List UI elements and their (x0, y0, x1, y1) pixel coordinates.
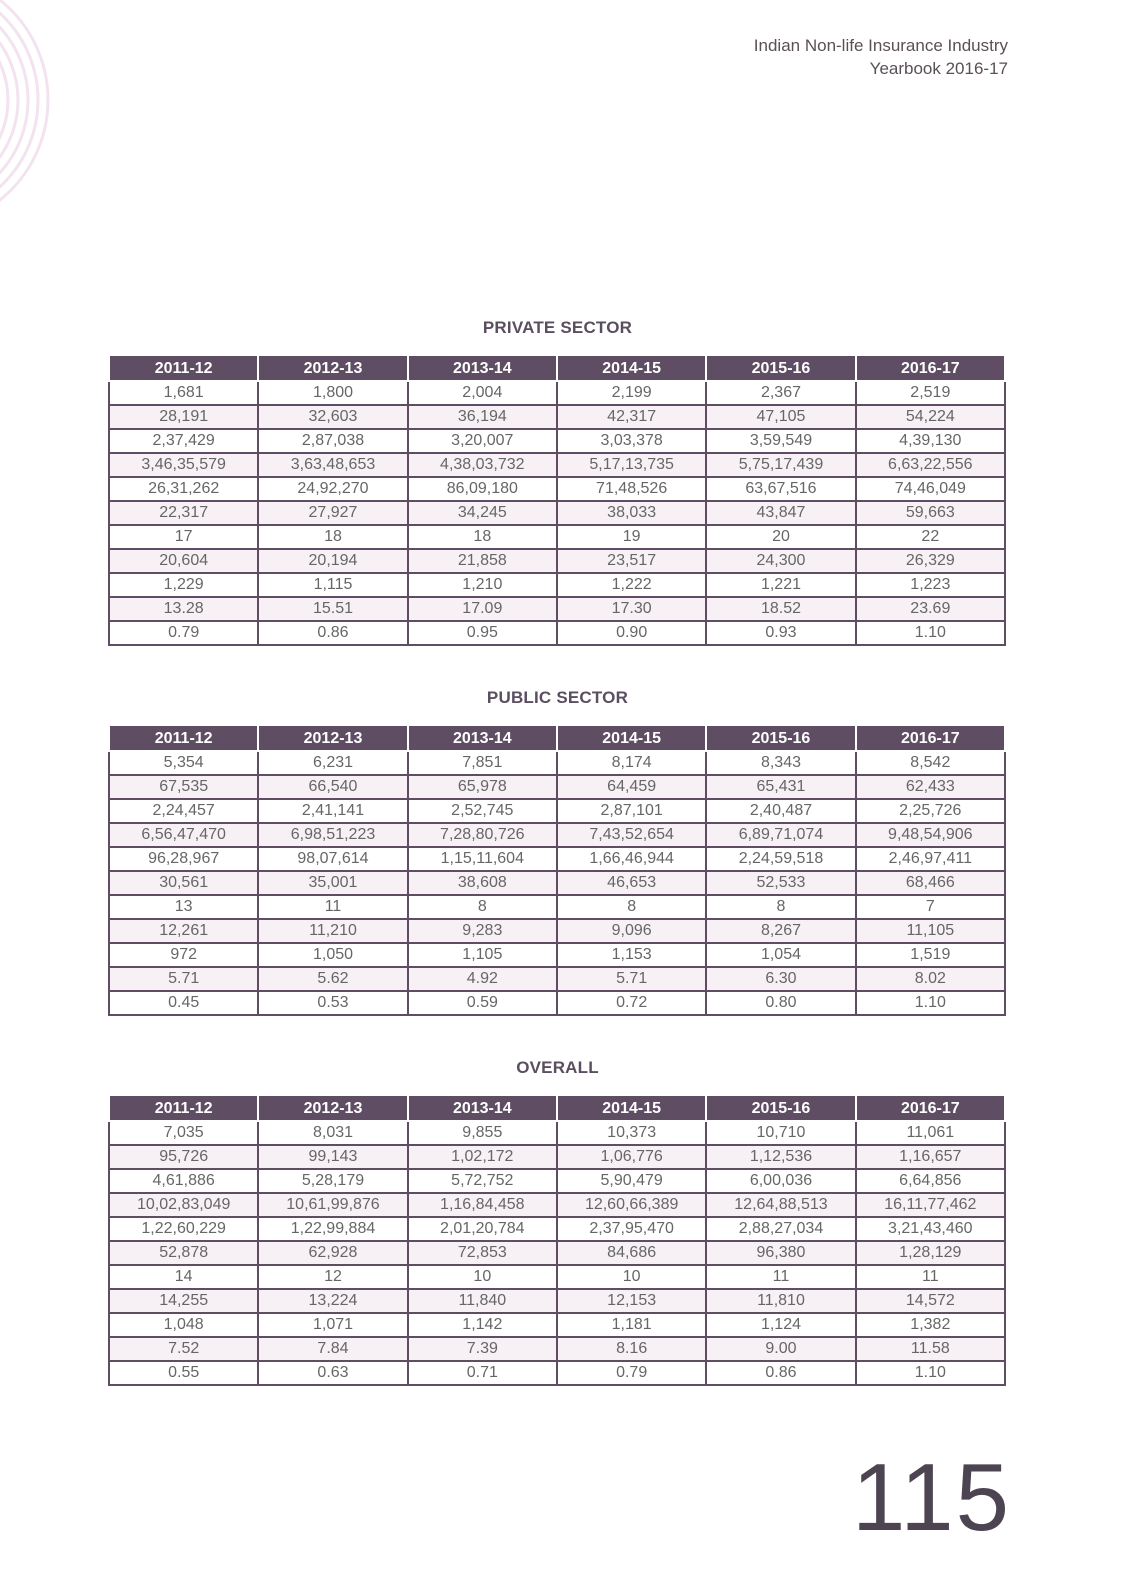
table-cell: 0.63 (258, 1361, 407, 1385)
table-cell: 6,231 (258, 751, 407, 775)
table-cell: 12 (258, 1265, 407, 1289)
column-header: 2011-12 (109, 1097, 258, 1122)
table-cell: 84,686 (557, 1241, 706, 1265)
table-cell: 67,535 (109, 775, 258, 799)
table-row (109, 429, 1005, 453)
table-cell: 6,64,856 (856, 1169, 1005, 1193)
table-cell: 9,283 (408, 919, 557, 943)
table-cell: 0.79 (557, 1361, 706, 1385)
table-cell: 54,224 (856, 405, 1005, 429)
corner-arcs-decoration (0, 0, 60, 230)
table-cell: 0.79 (109, 621, 258, 645)
table-cell: 1,22,99,884 (258, 1217, 407, 1241)
table-cell: 5.62 (258, 967, 407, 991)
table-header-row (109, 1097, 1005, 1122)
table-row (109, 919, 1005, 943)
table-cell: 5,72,752 (408, 1169, 557, 1193)
table-cell: 3,03,378 (557, 429, 706, 453)
table-cell: 1,16,657 (856, 1145, 1005, 1169)
table-cell: 14,255 (109, 1289, 258, 1313)
table-row (109, 381, 1005, 405)
table-cell: 0.72 (557, 991, 706, 1015)
table-cell: 46,653 (557, 871, 706, 895)
table-cell: 9.00 (706, 1337, 855, 1361)
table-cell: 18 (408, 525, 557, 549)
table-row (109, 751, 1005, 775)
table-cell: 22,317 (109, 501, 258, 525)
table-cell: 23.69 (856, 597, 1005, 621)
page-number: 115 (851, 1444, 1011, 1551)
public-sector-title: PUBLIC SECTOR (486, 688, 629, 707)
table-cell: 8.02 (856, 967, 1005, 991)
table-cell: 3,63,48,653 (258, 453, 407, 477)
table-cell: 11,810 (706, 1289, 855, 1313)
table-row (109, 1217, 1005, 1241)
table-cell: 1,28,129 (856, 1241, 1005, 1265)
table-cell: 2,519 (856, 381, 1005, 405)
table-cell: 12,64,88,513 (706, 1193, 855, 1217)
table-cell: 43,847 (706, 501, 855, 525)
table-row (109, 477, 1005, 501)
table-cell: 20,194 (258, 549, 407, 573)
table-cell: 12,60,66,389 (557, 1193, 706, 1217)
table-cell: 47,105 (706, 405, 855, 429)
table-row (109, 895, 1005, 919)
table-cell: 1,16,84,458 (408, 1193, 557, 1217)
table-cell: 95,726 (109, 1145, 258, 1169)
table-cell: 4,38,03,732 (408, 453, 557, 477)
table-row (109, 1145, 1005, 1169)
table-cell: 7.39 (408, 1337, 557, 1361)
table-row (109, 597, 1005, 621)
table-cell: 12,153 (557, 1289, 706, 1313)
table-row (109, 453, 1005, 477)
table-cell: 52,878 (109, 1241, 258, 1265)
table-cell: 12,261 (109, 919, 258, 943)
table-cell: 3,59,549 (706, 429, 855, 453)
table-cell: 14,572 (856, 1289, 1005, 1313)
column-header: 2015-16 (706, 727, 855, 752)
table-cell: 0.90 (557, 621, 706, 645)
table-cell: 26,31,262 (109, 477, 258, 501)
column-header: 2012-13 (258, 357, 407, 382)
table-cell: 11 (856, 1265, 1005, 1289)
table-cell: 1.10 (856, 991, 1005, 1015)
table-cell: 21,858 (408, 549, 557, 573)
table-cell: 0.53 (258, 991, 407, 1015)
table-cell: 2,52,745 (408, 799, 557, 823)
page-header (754, 34, 1008, 80)
table-cell: 11,840 (408, 1289, 557, 1313)
column-header: 2011-12 (109, 357, 258, 382)
column-header: 2013-14 (408, 727, 557, 752)
table-cell: 1,800 (258, 381, 407, 405)
table-cell: 6,00,036 (706, 1169, 855, 1193)
table-row (109, 871, 1005, 895)
table-cell: 3,46,35,579 (109, 453, 258, 477)
table-row (109, 847, 1005, 871)
table-cell: 1,054 (706, 943, 855, 967)
table-row (109, 501, 1005, 525)
overall-title: OVERALL (516, 1058, 599, 1077)
table-cell: 98,07,614 (258, 847, 407, 871)
table-cell: 972 (109, 943, 258, 967)
table-cell: 0.55 (109, 1361, 258, 1385)
table-cell: 71,48,526 (557, 477, 706, 501)
table-cell: 86,09,180 (408, 477, 557, 501)
table-cell: 10 (408, 1265, 557, 1289)
table-cell: 1,02,172 (408, 1145, 557, 1169)
table-cell: 2,25,726 (856, 799, 1005, 823)
table-cell: 2,004 (408, 381, 557, 405)
table-cell: 1.10 (856, 621, 1005, 645)
table-cell: 8 (557, 895, 706, 919)
table-cell: 72,853 (408, 1241, 557, 1265)
table-cell: 9,48,54,906 (856, 823, 1005, 847)
table-cell: 20,604 (109, 549, 258, 573)
table-cell: 22 (856, 525, 1005, 549)
table-cell: 1,382 (856, 1313, 1005, 1337)
table-cell: 38,033 (557, 501, 706, 525)
table-cell: 2,24,59,518 (706, 847, 855, 871)
table-cell: 7,43,52,654 (557, 823, 706, 847)
table-row (109, 1265, 1005, 1289)
table-cell: 17.09 (408, 597, 557, 621)
table-cell: 2,01,20,784 (408, 1217, 557, 1241)
table-cell: 10,710 (706, 1121, 855, 1145)
table-row (109, 943, 1005, 967)
table-cell: 5,354 (109, 751, 258, 775)
table-cell: 0.45 (109, 991, 258, 1015)
table-cell: 8 (408, 895, 557, 919)
table-cell: 0.59 (408, 991, 557, 1015)
table-cell: 9,855 (408, 1121, 557, 1145)
table-cell: 11,061 (856, 1121, 1005, 1145)
table-cell: 1,105 (408, 943, 557, 967)
table-cell: 8,031 (258, 1121, 407, 1145)
table-row (109, 405, 1005, 429)
table-cell: 10,02,83,049 (109, 1193, 258, 1217)
table-row (109, 991, 1005, 1015)
table-cell: 18.52 (706, 597, 855, 621)
table-row (109, 775, 1005, 799)
table-cell: 14 (109, 1265, 258, 1289)
table-cell: 13.28 (109, 597, 258, 621)
table-row (109, 1337, 1005, 1361)
table-row (109, 799, 1005, 823)
table-cell: 1,66,46,944 (557, 847, 706, 871)
table-cell: 2,367 (706, 381, 855, 405)
table-cell: 62,928 (258, 1241, 407, 1265)
table-cell: 15.51 (258, 597, 407, 621)
table-cell: 7.52 (109, 1337, 258, 1361)
table-cell: 6,98,51,223 (258, 823, 407, 847)
table-cell: 2,41,141 (258, 799, 407, 823)
table-row (109, 1241, 1005, 1265)
column-header: 2011-12 (109, 727, 258, 752)
table-cell: 13 (109, 895, 258, 919)
table-cell: 16,11,77,462 (856, 1193, 1005, 1217)
table-cell: 6.30 (706, 967, 855, 991)
table-cell: 99,143 (258, 1145, 407, 1169)
table-cell: 1,221 (706, 573, 855, 597)
table-cell: 63,67,516 (706, 477, 855, 501)
table-row (109, 573, 1005, 597)
table-cell: 8,343 (706, 751, 855, 775)
column-header: 2015-16 (706, 1097, 855, 1122)
table-row (109, 967, 1005, 991)
header-line-2: Yearbook 2016-17 (869, 59, 1008, 78)
table-cell: 24,92,270 (258, 477, 407, 501)
table-cell: 5,90,479 (557, 1169, 706, 1193)
overall-table (108, 1096, 1006, 1386)
table-cell: 17.30 (557, 597, 706, 621)
column-header: 2013-14 (408, 1097, 557, 1122)
table-cell: 10,61,99,876 (258, 1193, 407, 1217)
table-cell: 6,56,47,470 (109, 823, 258, 847)
table-cell: 2,87,101 (557, 799, 706, 823)
column-header: 2012-13 (258, 727, 407, 752)
table-row (109, 1289, 1005, 1313)
table-cell: 20 (706, 525, 855, 549)
column-header: 2016-17 (856, 1097, 1005, 1122)
table-cell: 2,40,487 (706, 799, 855, 823)
table-cell: 1,681 (109, 381, 258, 405)
table-cell: 1,22,60,229 (109, 1217, 258, 1241)
table-cell: 2,46,97,411 (856, 847, 1005, 871)
table-header-row (109, 357, 1005, 382)
table-cell: 2,87,038 (258, 429, 407, 453)
table-cell: 30,561 (109, 871, 258, 895)
table-cell: 6,89,71,074 (706, 823, 855, 847)
table-cell: 1,223 (856, 573, 1005, 597)
table-cell: 6,63,22,556 (856, 453, 1005, 477)
table-row (109, 1169, 1005, 1193)
table-cell: 2,24,457 (109, 799, 258, 823)
private-sector-title: PRIVATE SECTOR (482, 318, 633, 337)
table-cell: 0.86 (706, 1361, 855, 1385)
column-header: 2016-17 (856, 357, 1005, 382)
table-cell: 52,533 (706, 871, 855, 895)
table-cell: 2,37,429 (109, 429, 258, 453)
table-cell: 4,39,130 (856, 429, 1005, 453)
table-cell: 35,001 (258, 871, 407, 895)
table-cell: 7,28,80,726 (408, 823, 557, 847)
table-cell: 42,317 (557, 405, 706, 429)
table-cell: 4.92 (408, 967, 557, 991)
table-cell: 8 (706, 895, 855, 919)
table-cell: 10 (557, 1265, 706, 1289)
table-cell: 2,88,27,034 (706, 1217, 855, 1241)
table-cell: 1,050 (258, 943, 407, 967)
table-cell: 36,194 (408, 405, 557, 429)
table-cell: 7,035 (109, 1121, 258, 1145)
table-row (109, 1121, 1005, 1145)
column-header: 2014-15 (557, 357, 706, 382)
table-cell: 0.71 (408, 1361, 557, 1385)
column-header: 2015-16 (706, 357, 855, 382)
table-cell: 1,210 (408, 573, 557, 597)
table-cell: 74,46,049 (856, 477, 1005, 501)
public-sector-table (108, 726, 1006, 1016)
table-cell: 1,222 (557, 573, 706, 597)
table-cell: 27,927 (258, 501, 407, 525)
column-header: 2014-15 (557, 1097, 706, 1122)
table-cell: 5.71 (557, 967, 706, 991)
table-cell: 1,12,536 (706, 1145, 855, 1169)
table-cell: 8,174 (557, 751, 706, 775)
table-cell: 5,28,179 (258, 1169, 407, 1193)
table-cell: 24,300 (706, 549, 855, 573)
table-row (109, 1361, 1005, 1385)
table-cell: 1,142 (408, 1313, 557, 1337)
table-cell: 2,37,95,470 (557, 1217, 706, 1241)
table-cell: 11,105 (856, 919, 1005, 943)
table-cell: 1,048 (109, 1313, 258, 1337)
table-cell: 65,431 (706, 775, 855, 799)
table-cell: 68,466 (856, 871, 1005, 895)
table-row (109, 549, 1005, 573)
column-header: 2013-14 (408, 357, 557, 382)
table-cell: 1,071 (258, 1313, 407, 1337)
table-cell: 66,540 (258, 775, 407, 799)
column-header: 2012-13 (258, 1097, 407, 1122)
table-cell: 0.93 (706, 621, 855, 645)
table-cell: 13,224 (258, 1289, 407, 1313)
table-cell: 0.86 (258, 621, 407, 645)
table-cell: 34,245 (408, 501, 557, 525)
table-cell: 64,459 (557, 775, 706, 799)
table-cell: 1.10 (856, 1361, 1005, 1385)
table-cell: 26,329 (856, 549, 1005, 573)
table-cell: 59,663 (856, 501, 1005, 525)
table-cell: 96,28,967 (109, 847, 258, 871)
table-cell: 38,608 (408, 871, 557, 895)
table-cell: 1,15,11,604 (408, 847, 557, 871)
table-cell: 18 (258, 525, 407, 549)
table-cell: 8.16 (557, 1337, 706, 1361)
table-cell: 5.71 (109, 967, 258, 991)
table-cell: 11 (706, 1265, 855, 1289)
table-cell: 2,199 (557, 381, 706, 405)
table-row (109, 621, 1005, 645)
table-cell: 7,851 (408, 751, 557, 775)
table-row (109, 525, 1005, 549)
table-cell: 17 (109, 525, 258, 549)
table-cell: 0.80 (706, 991, 855, 1015)
table-cell: 8,267 (706, 919, 855, 943)
table-cell: 96,380 (706, 1241, 855, 1265)
table-header-row (109, 727, 1005, 752)
table-cell: 10,373 (557, 1121, 706, 1145)
table-cell: 28,191 (109, 405, 258, 429)
table-cell: 0.95 (408, 621, 557, 645)
column-header: 2014-15 (557, 727, 706, 752)
table-row (109, 1193, 1005, 1217)
table-cell: 7.84 (258, 1337, 407, 1361)
table-cell: 32,603 (258, 405, 407, 429)
table-cell: 65,978 (408, 775, 557, 799)
private-sector-table (108, 356, 1006, 646)
table-cell: 1,519 (856, 943, 1005, 967)
header-line-1: Indian Non-life Insurance Industry (753, 36, 1008, 55)
table-cell: 1,229 (109, 573, 258, 597)
table-cell: 3,20,007 (408, 429, 557, 453)
table-cell: 11.58 (856, 1337, 1005, 1361)
table-cell: 19 (557, 525, 706, 549)
table-cell: 5,17,13,735 (557, 453, 706, 477)
table-cell: 11,210 (258, 919, 407, 943)
table-cell: 1,124 (706, 1313, 855, 1337)
table-cell: 11 (258, 895, 407, 919)
column-header: 2016-17 (856, 727, 1005, 752)
table-cell: 1,115 (258, 573, 407, 597)
table-cell: 5,75,17,439 (706, 453, 855, 477)
table-cell: 23,517 (557, 549, 706, 573)
table-cell: 7 (856, 895, 1005, 919)
table-cell: 1,153 (557, 943, 706, 967)
table-cell: 62,433 (856, 775, 1005, 799)
table-cell: 3,21,43,460 (856, 1217, 1005, 1241)
table-cell: 1,06,776 (557, 1145, 706, 1169)
table-row (109, 1313, 1005, 1337)
table-cell: 9,096 (557, 919, 706, 943)
table-cell: 8,542 (856, 751, 1005, 775)
table-cell: 4,61,886 (109, 1169, 258, 1193)
table-cell: 1,181 (557, 1313, 706, 1337)
table-row (109, 823, 1005, 847)
